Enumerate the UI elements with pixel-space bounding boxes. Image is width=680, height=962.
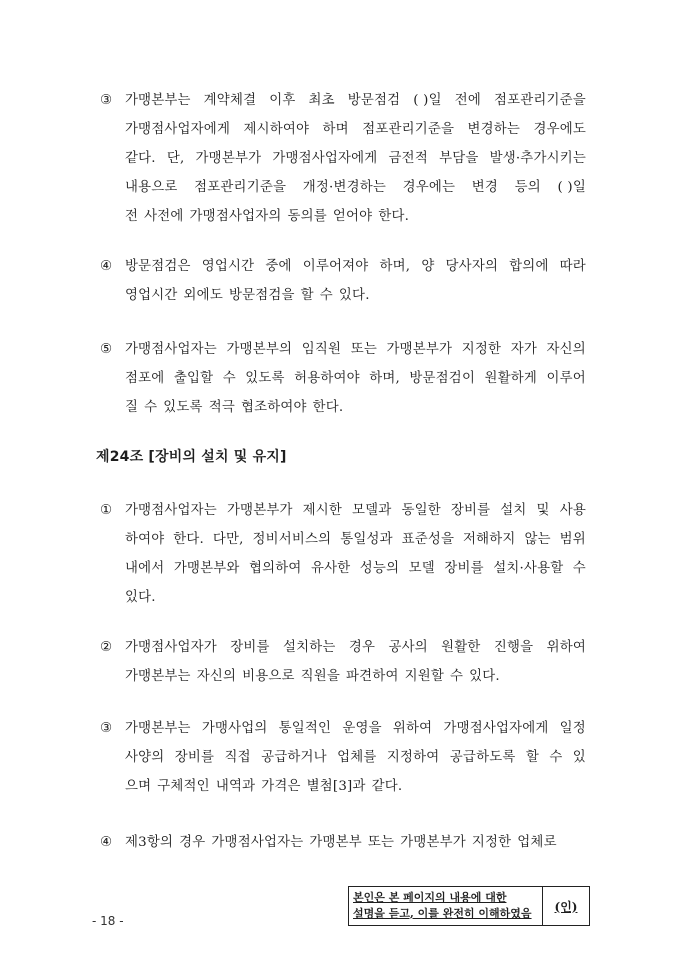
clause: [100, 86, 586, 231]
clause-line: 있다.: [125, 590, 156, 605]
clause: [100, 335, 586, 422]
clause-line: 점포에 출입할 수 있도록 허용하여야 하며, 방문점검이 원활하게 이루어: [125, 371, 586, 386]
clause-first-line: ② 가맹점사업자가 장비를 설치하는 경우 공사의 원활한 진행을 위하여: [100, 633, 586, 662]
clause-first-line: ④ 제3항의 경우 가맹점사업자는 가맹본부 또는 가맹본부가 지정한 업체로: [100, 828, 586, 857]
confirmation-text: [349, 887, 543, 925]
clause-first-line: ④ 방문점검은 영업시간 중에 이루어져야 하며, 양 당사자의 합의에 따라: [100, 252, 586, 281]
clause-line: 내용으로 점포관리기준을 개정·변경하는 경우에는 변경 등의 ( )일: [125, 180, 586, 195]
confirmation-box: [348, 886, 590, 926]
clause-line: 가맹점사업자에게 제시하여야 하며 점포관리기준을 변경하는 경우에도: [125, 122, 586, 137]
clause-number: ③: [100, 93, 113, 108]
confirmation-line-1: 본인은 본 페이지의 내용에 대한: [353, 891, 507, 904]
clause-number: ③: [100, 721, 113, 736]
clause: [100, 714, 586, 801]
confirmation-line-2: 설명을 듣고, 이를 완전히 이해하였음: [353, 907, 532, 920]
clause-line: 으며 구체적인 내역과 가격은 별첨[3]과 같다.: [125, 779, 403, 794]
page-number: - 18 -: [92, 914, 124, 928]
seal-field[interactable]: (인): [554, 899, 578, 914]
clause-line: 질 수 있도록 적극 협조하여야 한다.: [125, 400, 344, 415]
clause-first-line: ① 가맹점사업자는 가맹본부가 제시한 모델과 동일한 장비를 설치 및 사용: [100, 496, 586, 525]
clause: [100, 828, 586, 857]
clause-number: ④: [100, 259, 113, 274]
clause-number: ④: [100, 835, 113, 850]
clause-line: 같다. 단, 가맹본부가 가맹점사업자에게 금전적 부담을 발생·추가시키는: [125, 151, 586, 166]
clause-first-line: ⑤ 가맹점사업자는 가맹본부의 임직원 또는 가맹본부가 지정한 자가 자신의: [100, 335, 586, 364]
clause-line: 내에서 가맹본부와 협의하여 유사한 성능의 모델 장비를 설치·사용할 수: [125, 561, 586, 576]
clause-line: 가맹본부는 자신의 비용으로 직원을 파견하여 지원할 수 있다.: [125, 669, 500, 684]
clause-line: 전 사전에 가맹점사업자의 동의를 얻어야 한다.: [125, 209, 410, 224]
article-heading: 제24조 [장비의 설치 및 유지]: [96, 449, 287, 465]
clause-first-line: ③ 가맹본부는 가맹사업의 통일적인 운영을 위하여 가맹점사업자에게 일정: [100, 714, 586, 743]
clause-number: ①: [100, 503, 113, 518]
clause-line: 영업시간 외에도 방문점검을 할 수 있다.: [125, 288, 370, 303]
clause: [100, 252, 586, 310]
clause-first-line: ③ 가맹본부는 계약체결 이후 최초 방문점검 ( )일 전에 점포관리기준을: [100, 86, 586, 115]
clause-line: 사양의 장비를 직접 공급하거나 업체를 지정하여 공급하도록 할 수 있: [125, 750, 586, 765]
clause-number: ⑤: [100, 342, 113, 357]
clause: [100, 496, 586, 612]
clause-number: ②: [100, 640, 113, 655]
clause: [100, 633, 586, 691]
clause-line: 하여야 한다. 다만, 정비서비스의 통일성과 표준성을 저해하지 않는 범위: [125, 532, 586, 547]
